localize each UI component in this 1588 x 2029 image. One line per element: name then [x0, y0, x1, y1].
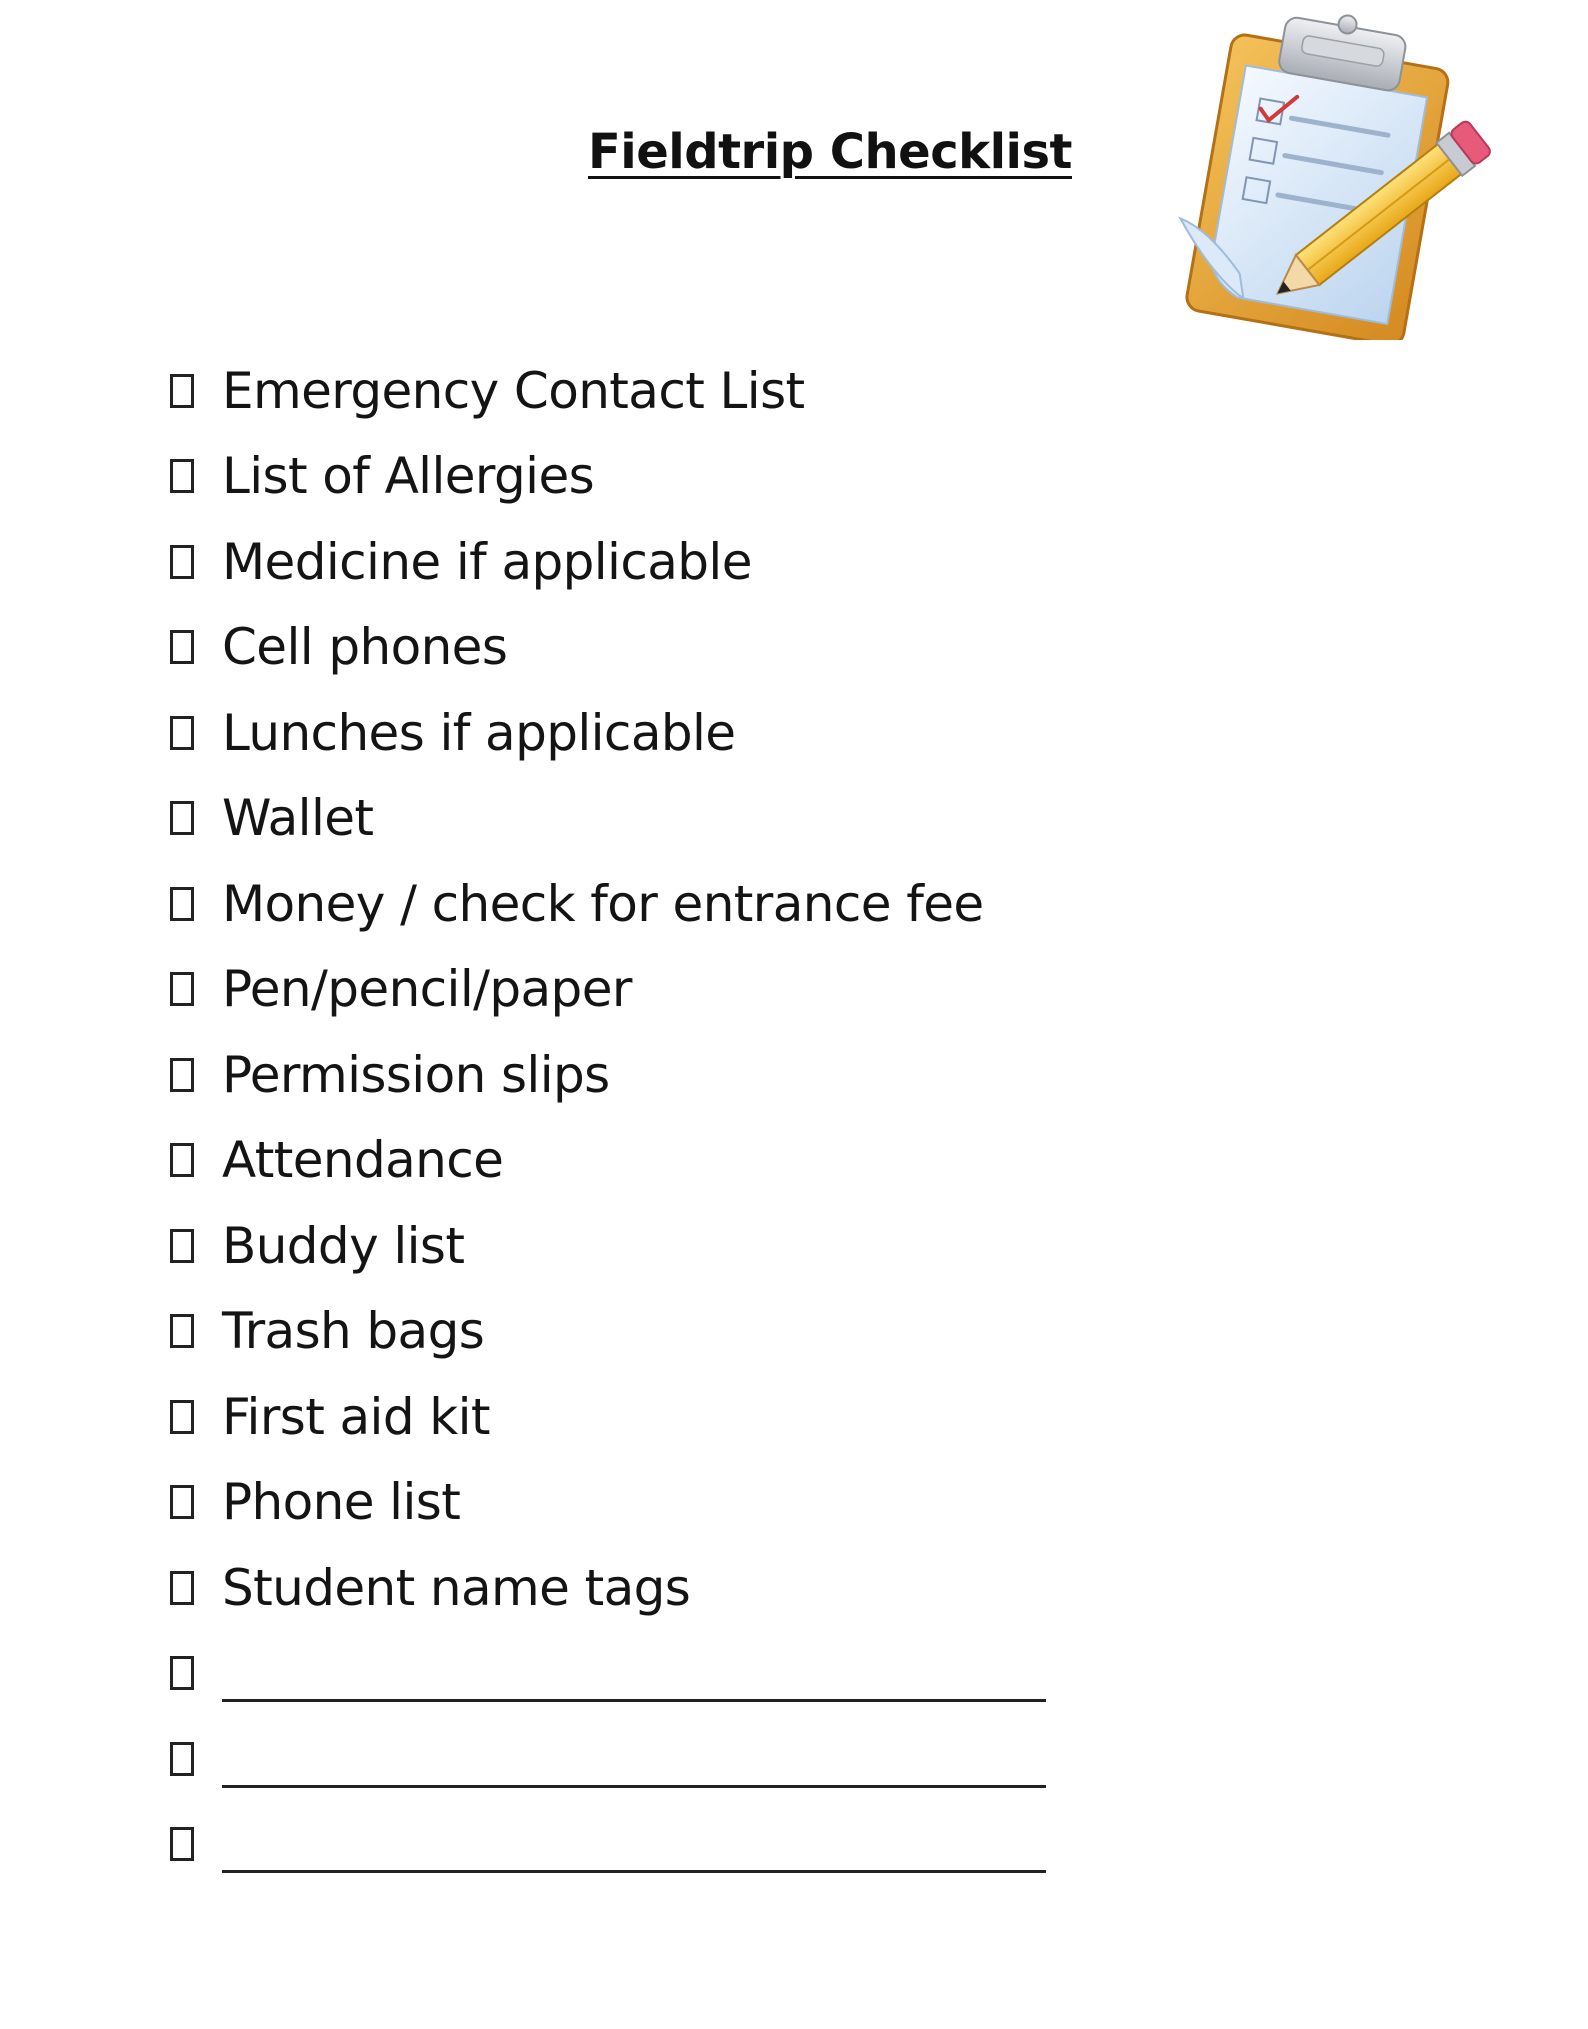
checkbox-empty-icon[interactable] [170, 1058, 194, 1092]
checkbox-empty-icon[interactable] [170, 374, 194, 408]
checklist-item-label: Buddy list [222, 1216, 465, 1275]
checklist-item [170, 1545, 1046, 1631]
checklist-item [170, 1118, 1046, 1204]
checklist-item [170, 1374, 1046, 1460]
checklist-item [170, 861, 1046, 947]
page-title: Fieldtrip Checklist [588, 124, 1072, 180]
checkbox-empty-icon[interactable] [170, 1656, 194, 1690]
checklist-item [170, 434, 1046, 520]
checkbox-empty-icon[interactable] [170, 887, 194, 921]
checkbox-empty-icon[interactable] [170, 545, 194, 579]
checkbox-empty-icon[interactable] [170, 459, 194, 493]
checklist-item [170, 1460, 1046, 1546]
checkbox-empty-icon[interactable] [170, 1571, 194, 1605]
checklist-item-label: Trash bags [222, 1302, 485, 1361]
checklist-item-label: Phone list [222, 1473, 461, 1532]
checkbox-empty-icon[interactable] [170, 1400, 194, 1434]
checkbox-empty-icon[interactable] [170, 1485, 194, 1519]
checklist-item-label: Student name tags [222, 1558, 691, 1617]
checklist-blank-item [170, 1631, 1046, 1717]
checklist-item-label: Money / check for entrance fee [222, 874, 984, 933]
checkbox-empty-icon[interactable] [170, 972, 194, 1006]
checklist-blank-item [170, 1802, 1046, 1888]
checklist-item [170, 776, 1046, 862]
checkbox-empty-icon[interactable] [170, 1314, 194, 1348]
blank-entry-line[interactable] [222, 1827, 1046, 1873]
checkbox-empty-icon[interactable] [170, 1827, 194, 1861]
checklist-item [170, 1032, 1046, 1118]
checklist-item [170, 519, 1046, 605]
checklist-item [170, 947, 1046, 1033]
checklist-item [170, 1289, 1046, 1375]
checklist-item-label: Lunches if applicable [222, 703, 736, 762]
checkbox-empty-icon[interactable] [170, 630, 194, 664]
clipboard-pencil-icon [1140, 10, 1500, 340]
checklist-item-label: Attendance [222, 1131, 504, 1190]
checklist [170, 348, 1046, 1887]
checklist-item [170, 1203, 1046, 1289]
checklist-item-label: Wallet [222, 789, 374, 848]
checklist-item-label: Pen/pencil/paper [222, 960, 632, 1019]
checkbox-empty-icon[interactable] [170, 716, 194, 750]
checklist-item-label: First aid kit [222, 1387, 490, 1446]
checkbox-empty-icon[interactable] [170, 1229, 194, 1263]
checklist-item-label: Cell phones [222, 618, 508, 677]
checklist-item-label: List of Allergies [222, 447, 595, 506]
blank-entry-line[interactable] [222, 1656, 1046, 1702]
checklist-item-label: Medicine if applicable [222, 532, 752, 591]
checkbox-empty-icon[interactable] [170, 1143, 194, 1177]
checklist-item [170, 605, 1046, 691]
blank-entry-line[interactable] [222, 1742, 1046, 1788]
checklist-item-label: Emergency Contact List [222, 361, 805, 420]
checkbox-empty-icon[interactable] [170, 801, 194, 835]
checklist-blank-item [170, 1716, 1046, 1802]
checklist-item [170, 690, 1046, 776]
checklist-item [170, 348, 1046, 434]
checklist-item-label: Permission slips [222, 1045, 610, 1104]
checkbox-empty-icon[interactable] [170, 1742, 194, 1776]
